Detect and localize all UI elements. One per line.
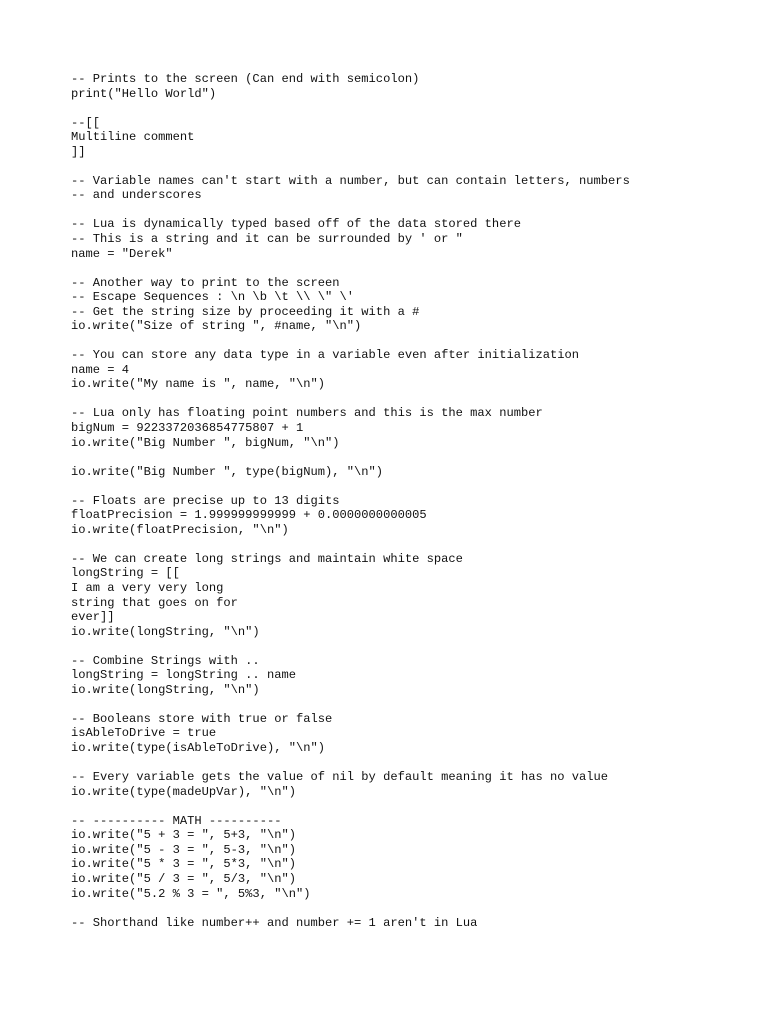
code-block-multiline-comment [71,116,751,160]
code-line: -- Combine Strings with .. [71,653,260,668]
code-line: ever]] [71,610,115,625]
code-block-print [71,72,751,101]
code-line: io.write("Size of string ", #name, "\n") [71,319,362,334]
code-line: -- Lua only has floating point numbers and this is the max number [71,406,543,421]
code-line: io.write(floatPrecision, "\n") [71,522,289,537]
code-line: string that goes on for [71,595,238,610]
code-line: io.write("5 * 3 = ", 5*3, "\n") [71,857,296,872]
code-line: floatPrecision = 1.999999999999 + 0.0000000000005 [71,508,427,523]
code-line: --[[ [71,115,101,130]
code-line: io.write("5.2 % 3 = ", 5%3, "\n") [71,886,311,901]
code-line: -- Another way to print to the screen [71,275,340,290]
code-block-io-write [71,276,751,334]
code-line: -- Shorthand like number++ and number += 1 aren't in Lua [71,915,478,930]
code-block-dynamic-typing [71,217,751,261]
code-line: io.write("5 - 3 = ", 5-3, "\n") [71,842,296,857]
code-block-long-string [71,552,751,640]
code-line: -- Prints to the screen (Can end with semicolon) [71,72,420,86]
code-line: io.write("Big Number ", bigNum, "\n") [71,435,340,450]
code-line: -- This is a string and it can be surrounded by ' or " [71,231,463,246]
code-line: -- Lua is dynamically typed based off of the data stored there [71,217,521,232]
code-block-concat [71,654,751,698]
code-line: longString = longString .. name [71,668,296,683]
code-block-big-number-type [71,465,751,480]
code-line: name = "Derek" [71,246,173,261]
code-line: io.write("5 / 3 = ", 5/3, "\n") [71,872,296,887]
code-line: -- Booleans store with true or false [71,711,333,726]
code-line: -- Variable names can't start with a number, but can contain letters, numbers [71,173,630,188]
code-block-math [71,814,751,902]
code-block-big-number [71,406,751,450]
code-line: ]] [71,144,86,159]
code-block-nil [71,770,751,799]
code-line: longString = [[ [71,566,180,581]
code-line: -- Get the string size by proceeding it with a # [71,304,420,319]
code-block-shorthand [71,916,751,931]
code-line: name = 4 [71,362,130,377]
code-line: -- You can store any data type in a variable even after initialization [71,348,580,363]
code-block-float-precision [71,494,751,538]
code-line: io.write("Big Number ", type(bigNum), "\n") [71,464,384,479]
code-line: -- Floats are precise up to 13 digits [71,493,340,508]
code-line: bigNum = 9223372036854775807 + 1 [71,421,304,436]
code-block-reassign [71,348,751,392]
code-line: -- Escape Sequences : \n \b \t \\ \" \' [71,290,355,305]
code-line: -- We can create long strings and maintain white space [71,551,463,566]
code-line: io.write("5 + 3 = ", 5+3, "\n") [71,828,296,843]
code-block-variable-names [71,174,751,203]
code-line: -- and underscores [71,188,202,203]
code-line: Multiline comment [71,130,195,145]
code-line: io.write(longString, "\n") [71,682,260,697]
code-block-booleans [71,712,751,756]
code-line: io.write("My name is ", name, "\n") [71,377,326,392]
code-line: I am a very very long [71,580,224,595]
code-line: io.write(longString, "\n") [71,624,260,639]
code-line: print("Hello World") [71,86,217,101]
code-line: io.write(type(isAbleToDrive), "\n") [71,741,326,756]
code-line: -- ---------- MATH ---------- [71,813,282,828]
code-line: -- Every variable gets the value of nil by default meaning it has no value [71,770,609,785]
code-document [71,72,751,945]
code-line: io.write(type(madeUpVar), "\n") [71,784,296,799]
code-line: isAbleToDrive = true [71,726,217,741]
